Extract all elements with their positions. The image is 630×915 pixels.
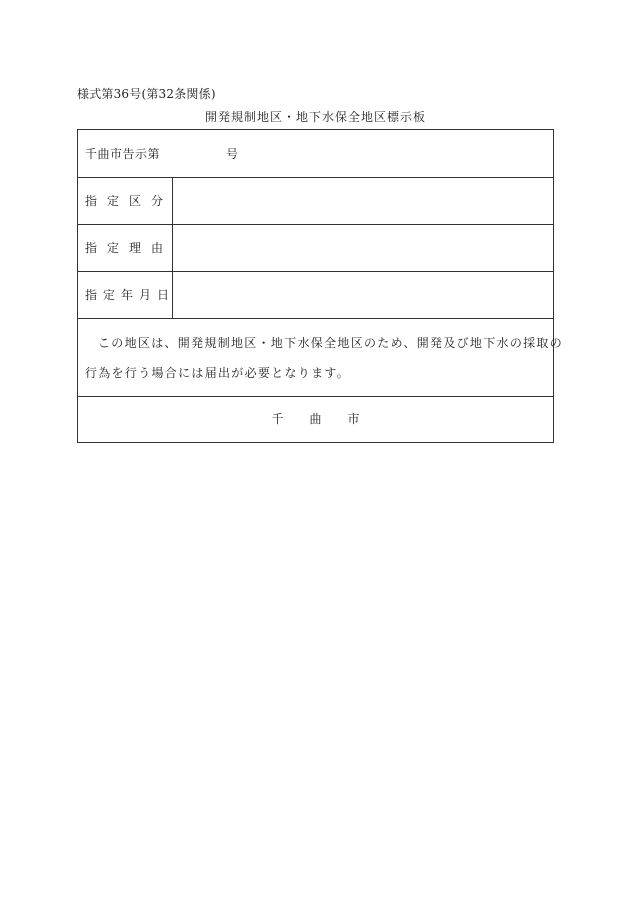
- designation-category-label-cell: [78, 178, 173, 224]
- designation-reason-value: [173, 225, 553, 271]
- notice-number-label: 千曲市告示第: [85, 147, 161, 161]
- designation-category-value: [173, 178, 553, 224]
- designation-reason-row: [78, 225, 553, 272]
- designation-reason-label-cell: [78, 225, 173, 271]
- designation-date-row: [78, 272, 553, 319]
- form-number: 様式第36号(第32条関係): [77, 87, 216, 101]
- notice-message-line-1: この地区は、開発規制地区・地下水保全地区のため、開発及び地下水の採取の: [98, 336, 564, 350]
- designation-category-row: [78, 178, 553, 225]
- issuer-row: [78, 397, 553, 442]
- notice-message-line-2: 行為を行う場合には届出が必要となります。: [85, 366, 351, 380]
- notice-message-row: [78, 319, 564, 397]
- designation-date-label-cell: [78, 272, 176, 318]
- form-title: 開発規制地区・地下水保全地区標示板: [204, 110, 426, 124]
- designation-date-label: 指定年月日: [85, 288, 176, 302]
- designation-date-value: [173, 272, 553, 318]
- designation-reason-label: 指定理由: [85, 241, 174, 255]
- designation-category-label: 指定区分: [85, 194, 174, 208]
- notice-number-row: [78, 130, 553, 178]
- sign-board-table: [77, 129, 564, 443]
- notice-number-suffix: 号: [226, 147, 239, 161]
- issuer-name: 千曲市: [271, 412, 386, 426]
